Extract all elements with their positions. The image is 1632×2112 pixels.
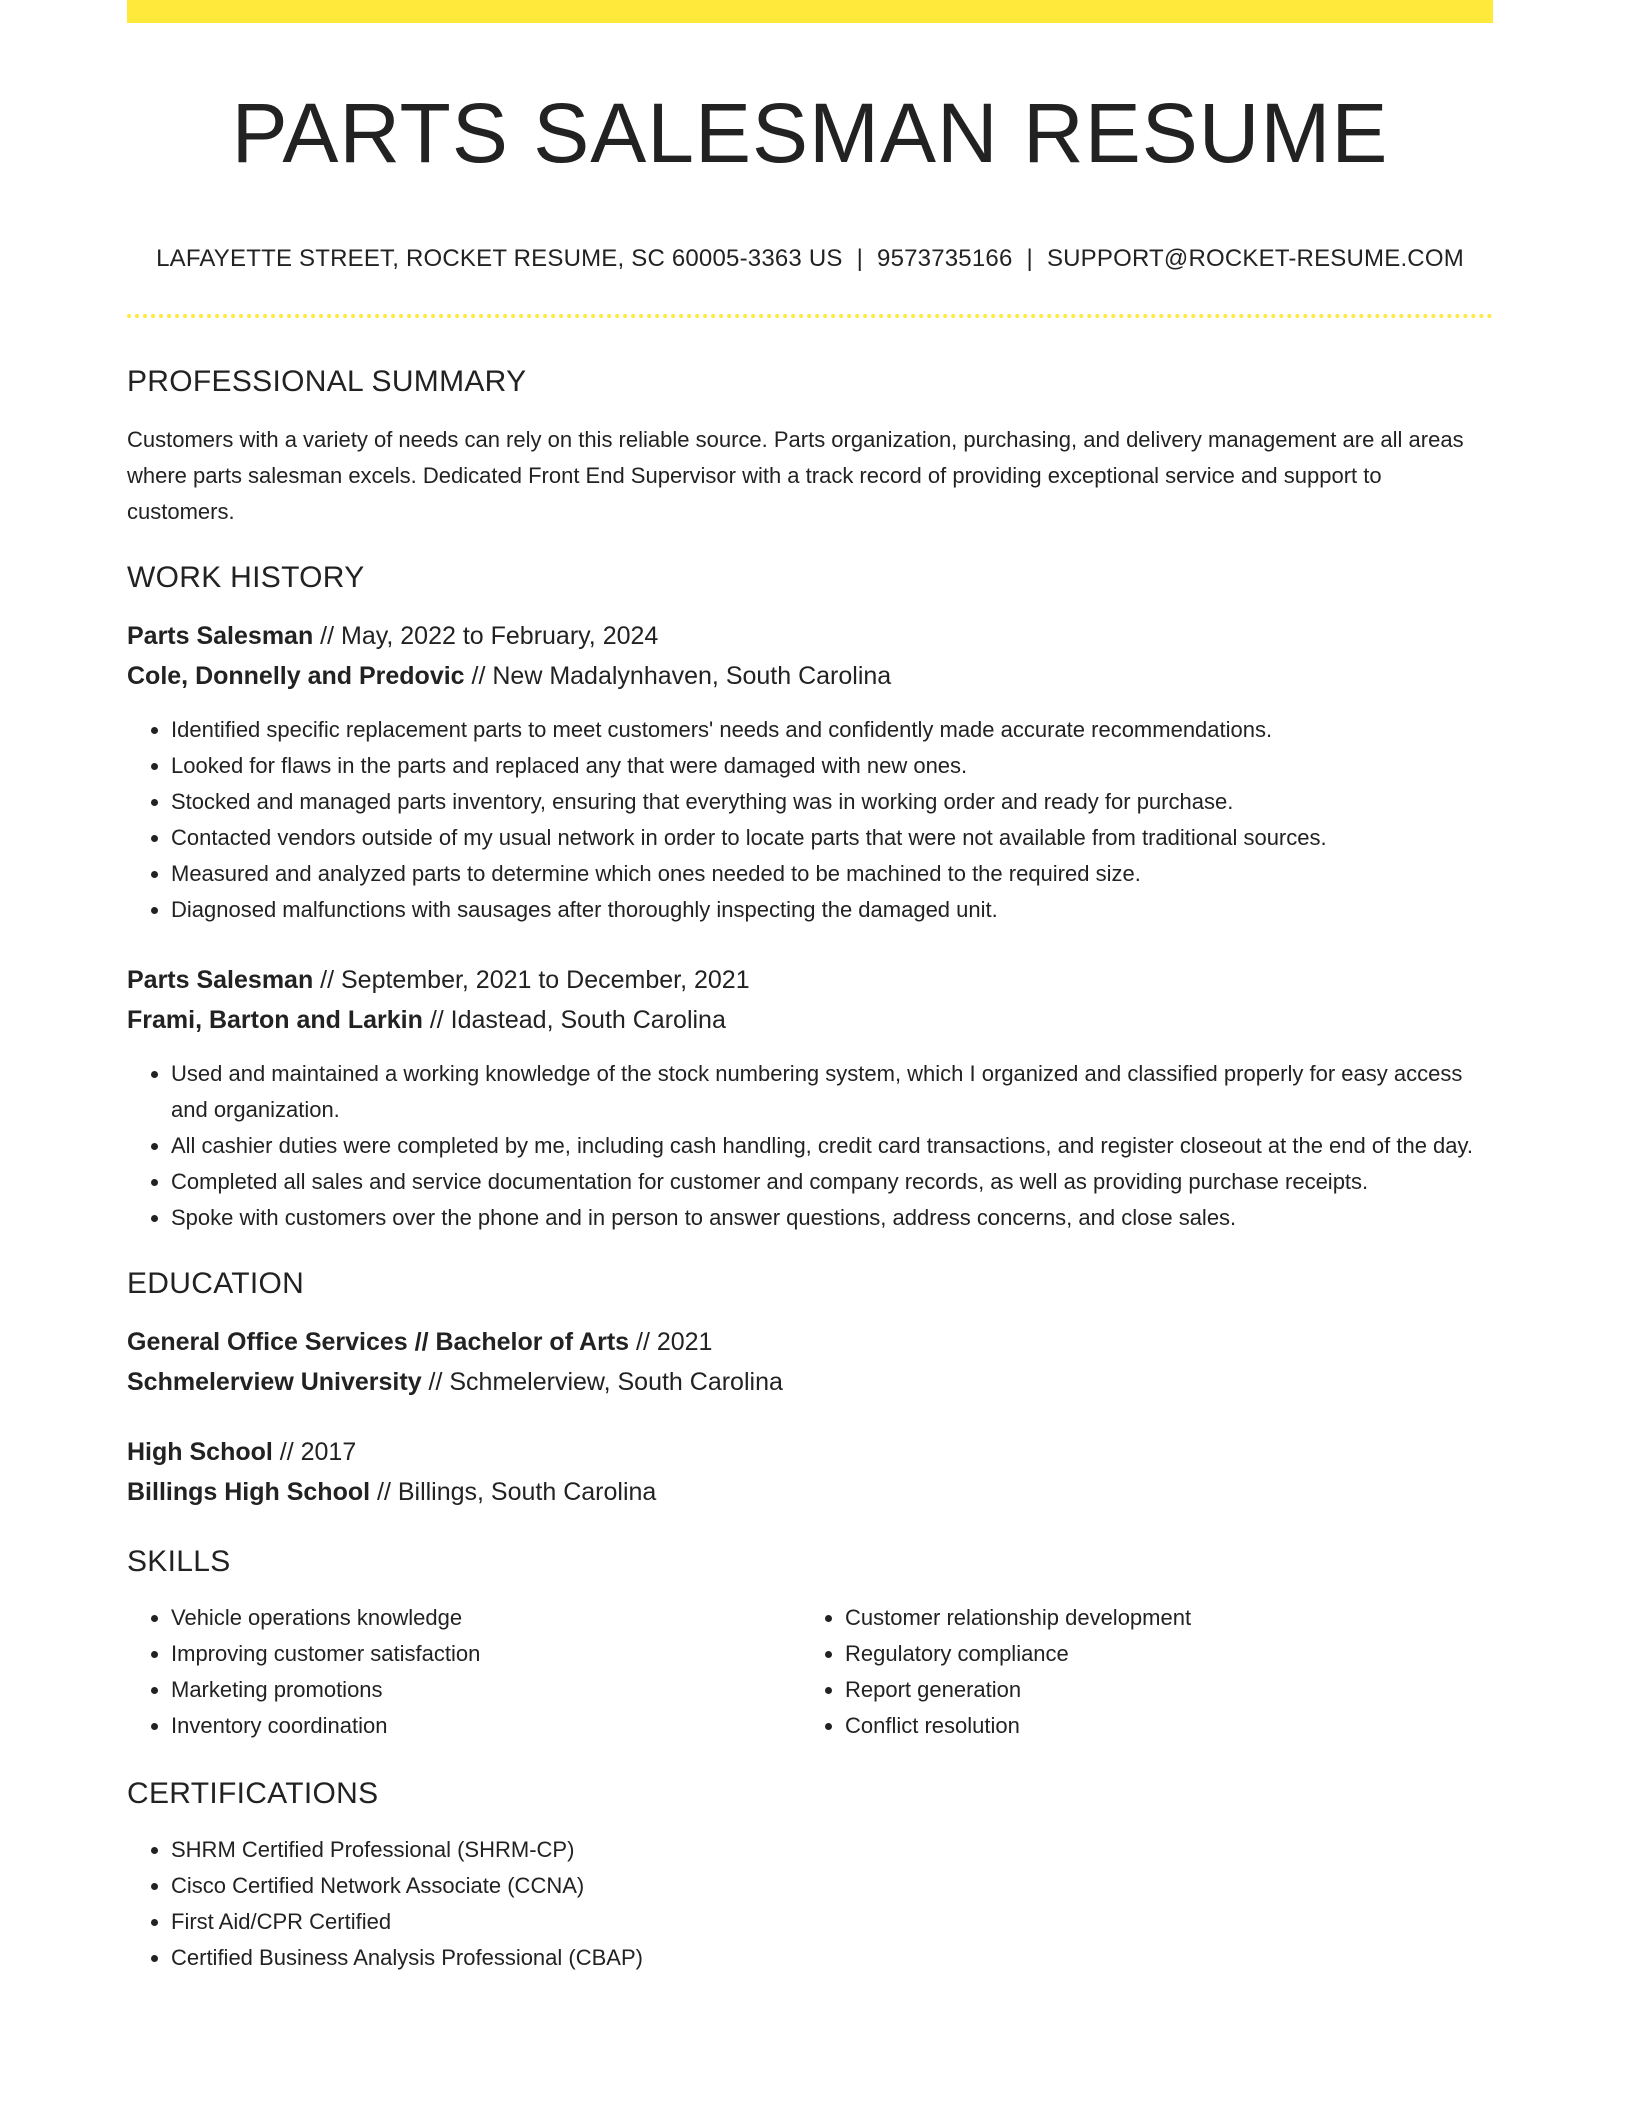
summary-text: Customers with a variety of needs can rely on this reliable source. Parts organization, purchasing, and delivery management are all areas where parts salesman excels. Dedicated Front End Supervisor with a track record of providing exceptional service and support to customers. xyxy=(127,427,1464,524)
job-location: // New Madalynhaven, South Carolina xyxy=(464,662,892,690)
education-school-line xyxy=(127,1362,1493,1402)
job-company: Cole, Donnelly and Predovic xyxy=(127,662,465,690)
accent-top-bar xyxy=(127,0,1493,23)
education-degree-line xyxy=(127,1432,1493,1472)
list-item: • Improving customer satisfaction xyxy=(171,1636,801,1672)
job-location: // Idastead, South Carolina xyxy=(422,1006,726,1034)
dotted-divider xyxy=(127,314,1493,318)
contact-address: LAFAYETTE STREET, ROCKET RESUME, SC 60005-3363 US xyxy=(156,245,843,272)
contact-line xyxy=(127,244,1493,274)
education-location: // Billings, South Carolina xyxy=(370,1478,657,1506)
job-entry xyxy=(127,616,1493,928)
job-company: Frami, Barton and Larkin xyxy=(127,1006,423,1034)
education-year: // 2017 xyxy=(272,1438,357,1466)
resume-page xyxy=(127,0,1493,1976)
section-title-summary: PROFESSIONAL SUMMARY xyxy=(127,365,527,398)
section-title-certifications: CERTIFICATIONS xyxy=(127,1777,379,1810)
education-degree: General Office Services // Bachelor of Arts xyxy=(127,1328,630,1356)
contact-email: SUPPORT@ROCKET-RESUME.COM xyxy=(1046,245,1464,272)
list-item: • Conflict resolution xyxy=(845,1708,1475,1744)
list-item: • Stocked and managed parts inventory, ensuring that everything was in working order and ready for purchase. xyxy=(171,784,1493,820)
section-title-work-history: WORK HISTORY xyxy=(127,561,365,594)
contact-separator: | xyxy=(1026,245,1033,272)
list-item: • Customer relationship development xyxy=(845,1600,1475,1636)
education-school: Billings High School xyxy=(127,1478,371,1506)
list-item: • Spoke with customers over the phone and in person to answer questions, address concerns, and close sales. xyxy=(171,1200,1493,1236)
education-year: // 2021 xyxy=(629,1328,713,1356)
job-dates: // May, 2022 to February, 2024 xyxy=(313,622,659,650)
list-item: • Marketing promotions xyxy=(171,1672,801,1708)
education-school: Schmelerview University xyxy=(127,1368,422,1396)
contact-phone: 9573735166 xyxy=(877,245,1013,272)
list-item: • Diagnosed malfunctions with sausages after thoroughly inspecting the damaged unit. xyxy=(171,892,1493,928)
job-title-line xyxy=(127,960,1493,1000)
job-company-line xyxy=(127,656,1493,696)
education-entry xyxy=(127,1432,1493,1512)
job-bullets xyxy=(127,712,1493,928)
list-item: • Contacted vendors outside of my usual network in order to locate parts that were not available from traditional sources. xyxy=(171,820,1493,856)
education-location: // Schmelerview, South Carolina xyxy=(421,1368,783,1396)
education-degree-line xyxy=(127,1322,1493,1362)
job-dates: // September, 2021 to December, 2021 xyxy=(313,966,750,994)
list-item: • Identified specific replacement parts to meet customers' needs and confidently made accurate recommendations. xyxy=(171,712,1493,748)
job-entry xyxy=(127,960,1493,1236)
list-item: • Inventory coordination xyxy=(171,1708,801,1744)
contact-separator: | xyxy=(856,245,864,272)
list-item: • SHRM Certified Professional (SHRM-CP) xyxy=(171,1832,1493,1868)
skills-grid xyxy=(127,1600,1493,1744)
list-item: • Looked for flaws in the parts and replaced any that were damaged with new ones. xyxy=(171,748,1493,784)
education-school-line xyxy=(127,1472,1493,1512)
list-item: • Measured and analyzed parts to determine which ones needed to be machined to the required size. xyxy=(171,856,1493,892)
job-role: Parts Salesman xyxy=(127,966,314,994)
list-item: • Completed all sales and service documentation for customer and company records, as well as providing purchase receipts. xyxy=(171,1164,1493,1200)
list-item: • Used and maintained a working knowledge of the stock numbering system, which I organized and classified properly for easy access and organization. xyxy=(171,1056,1493,1128)
job-bullets xyxy=(127,1056,1493,1236)
skills-list-left xyxy=(127,1600,801,1744)
list-item: • Report generation xyxy=(845,1672,1475,1708)
section-title-skills: SKILLS xyxy=(127,1545,231,1578)
job-role: Parts Salesman xyxy=(127,622,314,650)
job-title-line xyxy=(127,616,1493,656)
list-item: • Certified Business Analysis Professional (CBAP) xyxy=(171,1940,1493,1976)
job-company-line xyxy=(127,1000,1493,1040)
list-item: • First Aid/CPR Certified xyxy=(171,1904,1493,1940)
certifications-list xyxy=(127,1832,1493,1976)
list-item: • Cisco Certified Network Associate (CCNA) xyxy=(171,1868,1493,1904)
education-entry xyxy=(127,1322,1493,1402)
education-degree: High School xyxy=(127,1438,273,1466)
list-item: • All cashier duties were completed by me, including cash handling, credit card transactions, and register closeout at the end of the day. xyxy=(171,1128,1493,1164)
list-item: • Vehicle operations knowledge xyxy=(171,1600,801,1636)
section-title-education: EDUCATION xyxy=(127,1267,305,1300)
list-item: • Regulatory compliance xyxy=(845,1636,1475,1672)
resume-title: PARTS SALESMAN RESUME xyxy=(231,86,1389,180)
skills-list-right xyxy=(801,1600,1475,1744)
